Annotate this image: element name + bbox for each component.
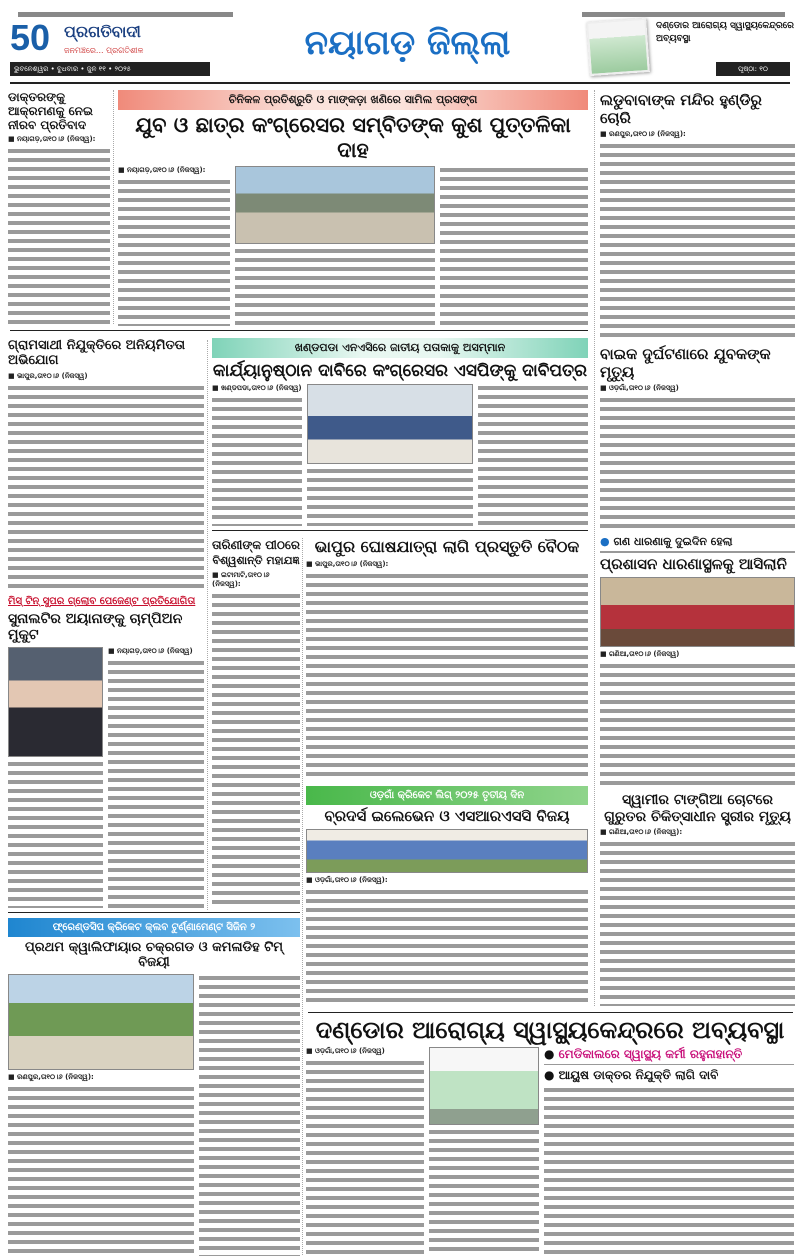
headline-friendship-cup[interactable]: ପ୍ରଥମ କ୍ୱାଲିଫାୟାର ଚକ୍ରଗଡ ଓ କମଳାଡିହ ଟିମ୍ ବିଜୟୀ (25, 940, 283, 971)
dateline: ■ ନୟାଗଡ଼,ତା୧୦।୬ (ନିଜସ୍ୱ): (8, 135, 96, 144)
promo-photo[interactable] (586, 18, 650, 76)
section-divider (308, 1012, 793, 1013)
article-pageant (108, 659, 204, 908)
kicker-dharana (600, 536, 795, 553)
column-divider (207, 340, 208, 910)
article-flag (212, 396, 302, 526)
headline-yajna-bottom[interactable]: ବିଶ୍ୱଶାନ୍ତି ମହାଯଜ୍ଞ (212, 554, 300, 568)
headline-yajna-top[interactable]: ତାରିଣୀଙ୍କ ପୀଠରେ (212, 538, 301, 552)
story-cricket-league (306, 786, 588, 1006)
column-divider (113, 90, 114, 324)
article-ghoshayatra (306, 572, 588, 780)
photo-pageant-winner (8, 647, 103, 757)
header-divider (10, 82, 790, 84)
headline-cricket-league[interactable]: ବ୍ରଦର୍ସ ଇଲେଭେନ ଓ ଏସଆରଏସସି ବିଜୟ (324, 807, 570, 825)
headline-ghoshayatra[interactable]: ଭାପୁର ଘୋଷଯାତ୍ରା ଲାଗି ପ୍ରସ୍ତୁତି ବୈଠକ (314, 537, 580, 556)
article-health-centre-cont (429, 1128, 539, 1256)
story-pageant (8, 596, 204, 908)
header-rule-left (18, 12, 233, 17)
article-doctor-protest (8, 147, 110, 324)
dateline: ■ ଗଣିଆ,ତା୧୦।୬ (ନିଜସ୍ୱ): (600, 828, 683, 837)
bullet-icon: ● (544, 1047, 559, 1062)
paper-tagline: ଜନମଞ୍ଚରେ... ପ୍ରଗତିଶୀଳ (64, 46, 144, 55)
photo-effigy-protest (235, 166, 435, 244)
section-title: ନୟାଗଡ଼ ଜିଲ୍ଲା (304, 23, 511, 63)
story-gramasathi (8, 338, 204, 588)
article-flag-cont (478, 384, 588, 526)
story-doctor-protest (8, 90, 110, 324)
photo-cricket-teams (306, 829, 588, 873)
story-bike-accident (600, 346, 795, 530)
kicker-cricket-league: ଓଡ଼ଗାଁ କ୍ରିକେଟ ଲିଗ୍ ୨୦୨୫ ତୃତୀୟ ଦିନ (306, 786, 588, 805)
story-effigy (118, 90, 588, 326)
dateline: ■ ନୟାଗଡ଼,ତା୧୦।୬ (ନିଜସ୍ୱ) (108, 646, 193, 655)
photo-friendship-cup (8, 974, 194, 1070)
headline-dharana[interactable]: ପ୍ରଶାସନ ଧାରଣାସ୍ଥଳକୁ ଆସିଲାନି (600, 554, 787, 573)
section-divider (212, 530, 588, 531)
headline-temple-theft[interactable]: ଲଡୁବାବାଙ୍କ ମନ୍ଦିର ହୁଣ୍ଡିରୁ ଚୋରି (600, 91, 762, 127)
headline-bike-accident[interactable]: ବାଇକ ଦୁର୍ଘଟଣାରେ ଯୁବକଙ୍କ ମୃତ୍ୟୁ (600, 345, 771, 381)
dateline: ■ ଓଡ଼ଗାଁ,ତା୧୦।୬ (ନିଜସ୍ୱ) (306, 1047, 385, 1056)
article-axe-attack (600, 840, 795, 1006)
column-divider (302, 538, 303, 1255)
headline-effigy[interactable]: ଯୁବ ଓ ଛାତ୍ର କଂଗ୍ରେସର ସମ୍ବିତଙ୍କ କୁଶ ପୁତ୍ତଳିକା ଦାହ (135, 113, 571, 163)
headline-gramasathi[interactable]: ଗ୍ରାମସାଥୀ ନିଯୁକ୍ତିରେ ଅନିୟମିତତା ଅଭିଯୋଗ (8, 338, 186, 369)
bullet-icon: ● (600, 535, 614, 548)
page-number: ପୃଷ୍ଠା: ୧୦ (716, 62, 790, 76)
article-flag-cont2 (307, 467, 473, 526)
kicker-friendship-cup: ଫ୍ରେଣ୍ଡସିପ କ୍ରିକେଟ କ୍ଲବ ଟୁର୍ଣ୍ଣାମେଣ୍ଟ ସିଜିନ ୨ (8, 918, 300, 937)
article-temple-theft (600, 142, 795, 340)
dateline: ■ ଭାପୁର,ତା୧୦।୬ (ନିଜସ୍ୱ): (306, 559, 389, 568)
column-divider (594, 90, 595, 1006)
article-pageant-cont (8, 760, 103, 908)
subhead-medical-staff-text: ମେଡିକାଲରେ ସ୍ୱାସ୍ଥ୍ୟ କର୍ମୀ ରହୁନାହାନ୍ତି (558, 1047, 743, 1062)
bullet-icon: ● (544, 1068, 559, 1083)
dateline: ■ ଗଣିଆ,ତା୧୦।୬ (ନିଜସ୍ୱ) (600, 649, 680, 658)
article-dharana (600, 662, 795, 786)
kicker-pageant: ମିସ୍ ଟିନ୍ ସୁପର ଗ୍ଲୋବ ପେଜେଣ୍ଟ ପ୍ରତିଯୋଗିତା (8, 596, 196, 607)
story-temple-theft (600, 92, 795, 340)
promo-link[interactable]: ଦଣ୍ଡୋର ଆରୋଗ୍ୟ ସ୍ୱାସ୍ଥ୍ୟକେନ୍ଦ୍ରରେ ଅବ୍ୟବସ୍ଥା (656, 21, 795, 44)
dateline: ■ ଓଡ଼ଗାଁ,ତା୧୦।୬ (ନିଜସ୍ୱ) (600, 384, 679, 393)
kicker-dharana-text: ଗଣ ଧାରଣାକୁ ଦୁଇଦିନ ହେଲା (613, 535, 733, 548)
kicker-flag: ଖଣ୍ଡପଡା ଏନଏସିରେ ଜାତୀୟ ପତାକାକୁ ଅସମ୍ମାନ (212, 338, 588, 358)
headline-axe-attack[interactable]: ସ୍ୱାମୀର ଟାଙ୍ଗିଆ ଚୋଟରେ ଗୁରୁତର ଚିକିତ୍ସାଧୀନ ସ୍ତ୍ରୀର ମୃତ୍ୟୁ (604, 792, 791, 825)
dateline: ■ ଓଡ଼ଗାଁ,ତା୧୦।୬ (ନିଜସ୍ୱ): (306, 875, 388, 884)
article-gramasathi (8, 384, 204, 588)
dateline: ■ ରଣପୁର,ତା୧୦।୬ (ନିଜସ୍ୱ): (600, 130, 686, 139)
article-bike-accident (600, 396, 795, 530)
dateline-bar: ଭୁବନେଶ୍ୱର • ବୁଧବାର • ଜୁନ ୧୧ • ୨୦୨୫ (10, 62, 210, 76)
article-friendship-cup-cont (199, 974, 300, 1256)
photo-sp-memorandum (307, 384, 473, 464)
section-divider (10, 330, 588, 331)
story-flag (212, 338, 588, 526)
dateline: ■ ରଣପୁର,ତା୧୦।୬ (ନିଜସ୍ୱ): (8, 1072, 94, 1081)
kicker-effigy: ଚିନିକଳ ପ୍ରତିଶ୍ରୁତି ଓ ମାଙ୍କଡ଼ା ଖଣିରେ ସାମିଲ ପ୍ରସଙ୍ଗ (118, 90, 588, 110)
subhead-ayush-doctor (544, 1068, 794, 1082)
article-friendship-cup (8, 1085, 194, 1256)
dateline: ■ ଖଣ୍ଡପଡା,ତା୧୦।୬ (ନିଜସ୍ୱ) (212, 384, 302, 393)
story-health-centre (306, 1016, 794, 1256)
photo-dharana-crowd (600, 577, 795, 647)
header-rule-right (582, 12, 785, 17)
paper-name: ପ୍ରଗତିବାଦୀ (64, 22, 141, 41)
article-effigy (118, 178, 230, 326)
dateline: ■ ଭାପୁର,ତା୧୦।୬ (ନିଜସ୍ୱ) (8, 371, 88, 380)
headline-flag[interactable]: କାର୍ଯ୍ୟାନୁଷ୍ଠାନ ଦାବିରେ କଂଗ୍ରେସର ଏସପିଙ୍କୁ ଦାବିପତ୍ର (212, 361, 588, 382)
article-effigy-cont2 (235, 247, 435, 326)
headline-pageant[interactable]: ସୁନାଲଟିର ଅୟାନାଙ୍କୁ ଚାମ୍ପିଅନ ମୁକୁଟ (8, 610, 183, 644)
story-axe-attack (600, 792, 795, 1006)
story-yajna (212, 538, 300, 908)
article-yajna (212, 592, 300, 908)
headline-health-centre[interactable]: ଦଣ୍ଡୋର ଆରୋଗ୍ୟ ସ୍ୱାସ୍ଥ୍ୟକେନ୍ଦ୍ରରେ ଅବ୍ୟବସ୍ଥା (315, 1016, 785, 1044)
article-cricket-league (306, 888, 588, 1006)
dateline: ■ ନୟାଗଡ଼,ତା୧୦।୬ (ନିଜସ୍ୱ): (118, 165, 206, 174)
section-divider (8, 912, 300, 913)
article-health-centre (306, 1059, 424, 1256)
dateline: ■ ଇଟାମାଟି,ତା୧୦।୬ (ନିଜସ୍ୱ): (212, 571, 270, 589)
headline-doctor-protest[interactable]: ଡାକ୍ତରଙ୍କୁ ଆକ୍ରମଣକୁ ନେଇ ନୀରବ ପ୍ରତିବାଦ (8, 90, 93, 133)
photo-health-centre (429, 1047, 539, 1125)
subhead-ayush-doctor-text: ଆୟୁଷ ଡାକ୍ତର ନିଯୁକ୍ତି ଲାଗି ଦାବି (558, 1068, 719, 1083)
anniversary-logo: 50 (10, 17, 51, 58)
article-health-centre-cont2 (544, 1086, 794, 1256)
subhead-medical-staff (544, 1047, 794, 1065)
story-friendship-cup (8, 918, 300, 1256)
story-dharana (600, 536, 795, 786)
article-effigy-cont (440, 166, 588, 326)
story-ghoshayatra (306, 538, 588, 780)
